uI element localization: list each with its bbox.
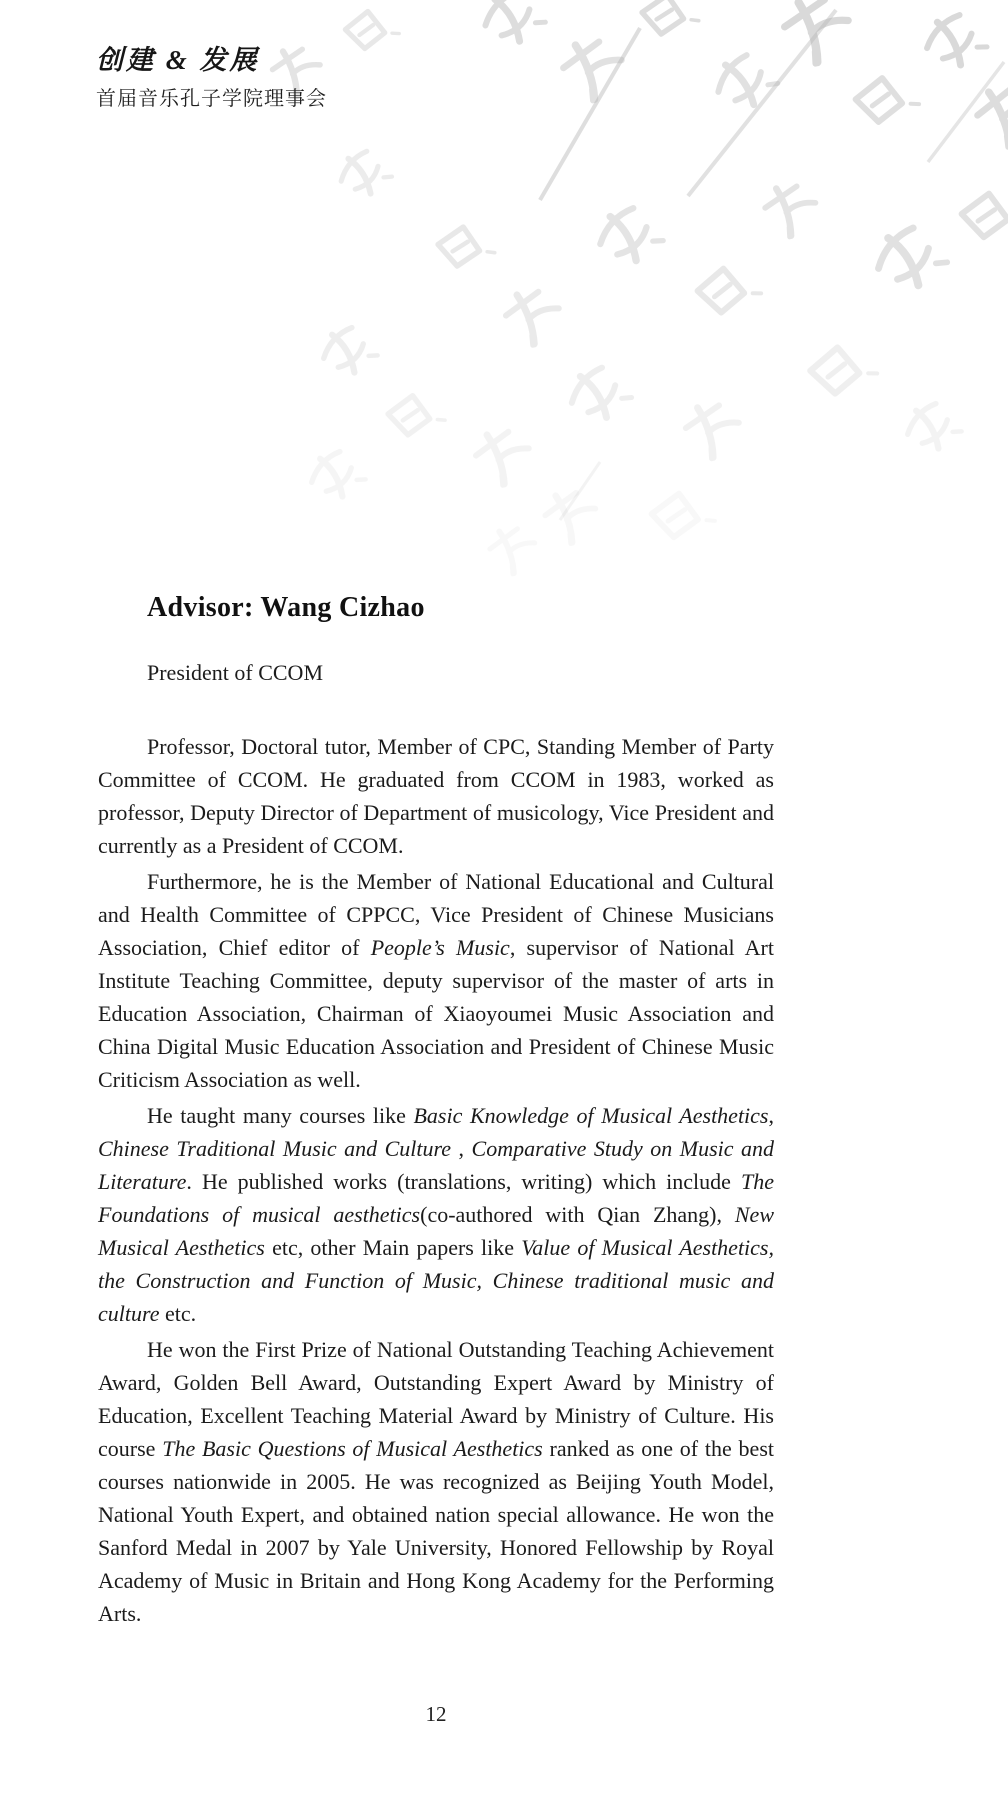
- paragraph: Furthermore, he is the Member of National Educational and Cultural and Health Committee of CPPCC, Vice President of Chinese Musicians Association, Chief editor of People’s Music, supervisor of National Art Institute Teaching Committee, deputy supervisor of the master of arts in Education Association, Chairman of Xiaoyoumei Music Association and China Digital Music Education Association and President of Chinese Music Criticism Association as well.: [98, 869, 774, 1092]
- body-paragraphs: [98, 730, 774, 1630]
- subtitle: President of CCOM: [147, 660, 323, 685]
- brand-title: 创建 & 发展: [96, 45, 260, 75]
- page-title: Advisor: Wang Cizhao: [147, 592, 425, 623]
- brand-block: [96, 38, 327, 111]
- brand-subtitle: 首届音乐孔子学院理事会: [96, 86, 327, 110]
- page-number: 12: [425, 1702, 447, 1726]
- paragraph: He won the First Prize of National Outstanding Teaching Achievement Award, Golden Bell Award, Outstanding Expert Award by Ministry of Education, Excellent Teaching Material Award by Ministry of Culture. His course The Basic Questions of Musical Aesthetics ranked as one of the best courses nationwide in 2005. He was recognized as Beijing Youth Model, National Youth Expert, and obtained nation special allowance. He won the Sanford Medal in 2007 by Yale University, Honored Fellowship by Royal Academy of Music in Britain and Hong Kong Academy for the Performing Arts.: [98, 1337, 774, 1626]
- document-content: [98, 592, 774, 1633]
- paragraph: Professor, Doctoral tutor, Member of CPC, Standing Member of Party Committee of CCOM. He graduated from CCOM in 1983, worked as professor, Deputy Director of Department of musicology, Vice President and currently as a President of CCOM.: [98, 734, 774, 858]
- paragraph: He taught many courses like Basic Knowledge of Musical Aesthetics, Chinese Traditional Music and Culture , Comparative Study on Music and Literature. He published works (translations, writing) which include The Foundations of musical aesthetics(co-authored with Qian Zhang), New Musical Aesthetics etc, other Main papers like Value of Musical Aesthetics, the Construction and Function of Music, Chinese traditional music and culture etc.: [98, 1103, 774, 1326]
